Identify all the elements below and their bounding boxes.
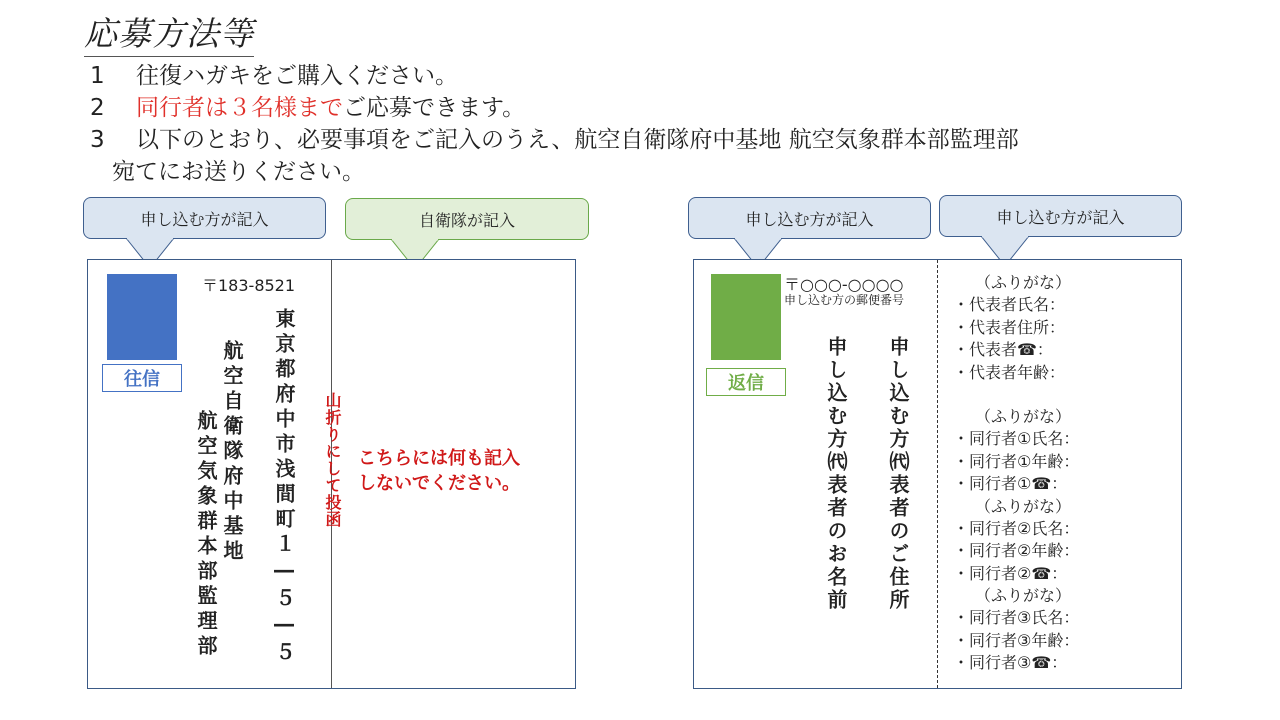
step-text: 以下のとおり、必要事項をご記入のうえ、航空自衛隊府中基地 航空気象群本部監理部 <box>136 127 1019 153</box>
fold-line <box>937 260 938 688</box>
recipient-name-line2: 航空気象群本部監理部 <box>194 410 218 660</box>
recipient-name-line1: 航空自衛隊府中基地 <box>220 340 244 565</box>
callout-applicant-fills-right-b: 申し込む方が記入 <box>939 195 1182 237</box>
form-field: ・代表者氏名： <box>953 295 1066 315</box>
reply-label: 返信 <box>706 368 786 396</box>
applicant-zip: 〒○○○-○○○○ <box>784 275 904 294</box>
applicant-name-placeholder: 申し込む方㈹表者のお名前 <box>824 336 848 612</box>
recipient-zip: 〒183-8521 <box>202 276 296 295</box>
stamp-box <box>711 274 781 360</box>
form-field: ・同行者②年齢： <box>953 541 1080 561</box>
furigana-label: （ふりがな） <box>975 273 1072 292</box>
step-3 <box>90 124 1019 156</box>
step-number: 3 <box>90 127 105 153</box>
outgoing-label: 往信 <box>102 364 182 392</box>
form-field: ・同行者③☎： <box>953 653 1068 673</box>
furigana-label: （ふりがな） <box>975 586 1072 606</box>
callout-applicant-fills-right-a: 申し込む方が記入 <box>688 197 931 239</box>
callout-sdf-fills: 自衛隊が記入 <box>345 198 589 240</box>
recipient-address: 東京都府中市浅間町１―５―５ <box>272 308 296 666</box>
step-1 <box>90 60 458 92</box>
step-3-continuation: 宛てにお送りください。 <box>112 159 365 185</box>
step-number: 1 <box>90 63 105 89</box>
form-field: ・代表者年齢： <box>953 362 1066 382</box>
form-field: ・同行者②氏名： <box>953 518 1080 538</box>
step-highlight: 同行者は３名様まで <box>136 95 343 121</box>
step-text: ご応募できます。 <box>343 95 526 121</box>
form-field: ・同行者③氏名： <box>953 608 1080 628</box>
form-field: ・代表者☎： <box>953 340 1053 360</box>
notice-line: しないでください。 <box>358 473 520 494</box>
form-field: ・同行者①年齢： <box>953 451 1080 471</box>
form-field: ・代表者住所： <box>953 317 1066 337</box>
stamp-box <box>107 274 177 360</box>
page-title: 応募方法等 <box>84 12 254 57</box>
applicant-form-list <box>953 272 1079 675</box>
form-field: ・同行者②☎： <box>953 563 1068 583</box>
step-text: 往復ハガキをご購入ください。 <box>136 63 458 89</box>
no-write-notice <box>358 446 520 496</box>
applicant-zip-note: 申し込む方の郵便番号 <box>784 293 905 307</box>
step-2 <box>90 92 525 124</box>
applicant-address-placeholder: 申し込む方㈹表者のご住所 <box>886 336 910 612</box>
notice-line: こちらには何も記入 <box>358 448 520 469</box>
form-field: ・同行者③年齢： <box>953 630 1080 650</box>
furigana-label: （ふりがな） <box>975 496 1072 516</box>
furigana-label: （ふりがな） <box>975 406 1072 426</box>
step-number: 2 <box>90 95 105 121</box>
form-field: ・同行者①☎： <box>953 474 1068 494</box>
fold-note: 山折りにして投函 <box>323 392 342 528</box>
callout-applicant-fills-left: 申し込む方が記入 <box>83 197 326 239</box>
form-field: ・同行者①氏名： <box>953 429 1080 449</box>
